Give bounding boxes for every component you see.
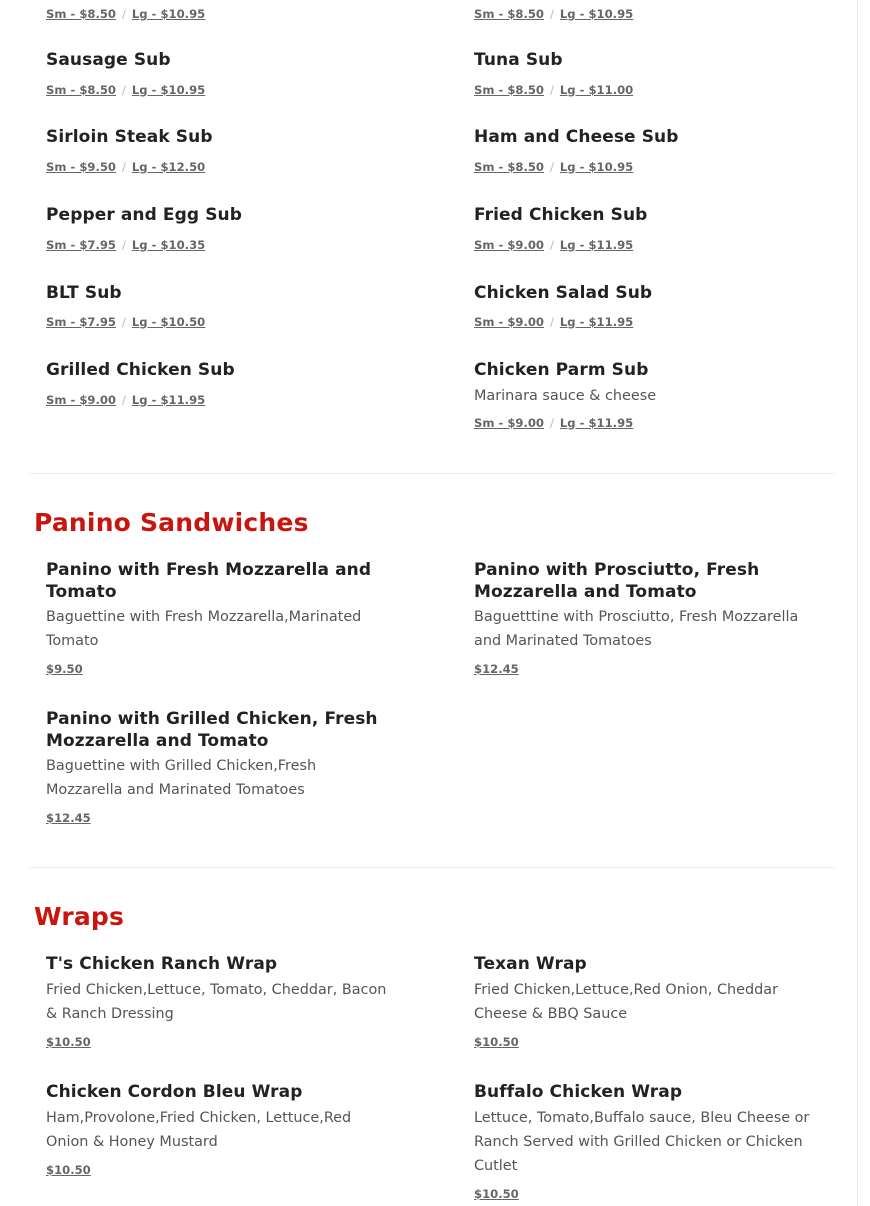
price-small-link[interactable]: Sm - $9.00 — [474, 415, 544, 430]
price-link[interactable]: $12.45 — [474, 662, 519, 676]
item-name: Chicken Cordon Bleu Wrap — [46, 1082, 303, 1102]
item-description: Baguettine with Grilled Chicken,Fresh Mozzarella and Marinated Tomatoes — [46, 758, 317, 798]
menu-item-sirloin-steak-sub[interactable] — [46, 127, 406, 175]
item-name: Panino with Fresh Mozzarella and Tomato — [46, 560, 372, 602]
price-small-link[interactable]: Sm - $8.50 — [46, 82, 116, 97]
item-name: Texan Wrap — [474, 954, 587, 974]
price-link[interactable]: $9.50 — [46, 662, 83, 676]
section-title-wraps: Wraps — [34, 902, 125, 931]
item-prices — [474, 314, 834, 330]
price-large-link[interactable]: Lg - $10.50 — [131, 314, 206, 329]
price-large-link[interactable]: Lg - $11.95 — [559, 415, 634, 430]
price-separator: / — [122, 7, 126, 21]
section-divider — [30, 473, 835, 474]
section-divider — [30, 867, 835, 868]
price-separator: / — [550, 415, 554, 430]
menu-item-ts-chicken-ranch-wrap[interactable] — [46, 954, 398, 1050]
menu-item-tuna-sub[interactable] — [474, 50, 834, 98]
item-name: Chicken Parm Sub — [474, 360, 649, 380]
item-name: Tuna Sub — [474, 50, 563, 70]
item-name: Sausage Sub — [46, 50, 171, 70]
item-name: Panino with Prosciutto, Fresh Mozzarella and Tomato — [474, 560, 760, 602]
section-title-panino: Panino Sandwiches — [34, 508, 309, 537]
price-link[interactable]: $10.50 — [474, 1034, 519, 1049]
item-prices — [474, 237, 834, 253]
item-prices — [46, 159, 406, 175]
price-large-link[interactable]: Lg - $10.95 — [559, 159, 634, 174]
item-prices — [46, 314, 406, 330]
menu-item-panino-prosciutto[interactable] — [474, 560, 819, 677]
price-separator: / — [550, 7, 554, 21]
price-large-link[interactable]: Lg - $11.00 — [559, 82, 634, 97]
price-large-link[interactable]: Lg - $10.35 — [131, 237, 206, 252]
item-name: Grilled Chicken Sub — [46, 360, 235, 380]
price-small-link[interactable]: Sm - $8.50 — [474, 7, 544, 21]
price-separator: / — [550, 82, 554, 97]
item-prices — [46, 82, 406, 98]
menu-item-fried-chicken-sub[interactable] — [474, 205, 834, 253]
price-small-link[interactable]: Sm - $7.95 — [46, 237, 116, 252]
item-prices — [46, 661, 402, 677]
price-separator: / — [122, 159, 126, 174]
price-large-link[interactable]: Lg - $11.95 — [559, 237, 634, 252]
menu-item-sausage-sub[interactable] — [46, 50, 406, 98]
item-prices — [46, 392, 406, 408]
item-description: Fried Chicken,Lettuce,Red Onion, Cheddar Cheese & BBQ Sauce — [474, 981, 778, 1022]
item-prices — [474, 82, 834, 98]
price-small-link[interactable]: Sm - $7.95 — [46, 314, 116, 329]
item-name: Panino with Grilled Chicken, Fresh Mozzarella and Tomato — [46, 709, 378, 751]
item-name: BLT Sub — [46, 283, 122, 303]
item-description: Lettuce, Tomato,Buffalo sauce, Bleu Cheese or Ranch Served with Grilled Chicken or Chicken Cutlet — [474, 1109, 810, 1174]
item-description: Ham,Provolone,Fried Chicken, Lettuce,Red Onion & Honey Mustard — [46, 1109, 352, 1150]
item-name: Pepper and Egg Sub — [46, 205, 243, 225]
item-name: Chicken Salad Sub — [474, 283, 653, 303]
price-small-link[interactable]: Sm - $8.50 — [474, 82, 544, 97]
item-prices — [474, 661, 819, 677]
item-name: Buffalo Chicken Wrap — [474, 1082, 683, 1102]
price-link[interactable]: $10.50 — [46, 1162, 91, 1177]
price-separator: / — [550, 314, 554, 329]
price-link[interactable]: $10.50 — [46, 1034, 91, 1049]
price-large-link[interactable]: Lg - $10.95 — [559, 7, 634, 21]
price-separator: / — [122, 392, 126, 407]
price-small-link[interactable]: Sm - $8.50 — [474, 159, 544, 174]
menu-item-texan-wrap[interactable] — [474, 954, 809, 1050]
menu-item-ham-and-cheese-sub[interactable] — [474, 127, 834, 175]
menu-item-chicken-cordon-bleu-wrap[interactable] — [46, 1082, 376, 1178]
menu-item-panino-mozzarella-tomato[interactable] — [46, 560, 402, 677]
price-large-link[interactable]: Lg - $11.95 — [559, 314, 634, 329]
price-small-link[interactable]: Sm - $9.00 — [474, 314, 544, 329]
item-description: Baguettine with Fresh Mozzarella,Marinated Tomato — [46, 609, 362, 649]
menu-item-chicken-parm-sub[interactable] — [474, 360, 834, 431]
item-name: T's Chicken Ranch Wrap — [46, 954, 278, 974]
item-description: Marinara sauce & cheese — [474, 387, 657, 404]
menu-item-blt-sub[interactable] — [46, 283, 406, 330]
price-link[interactable]: $12.45 — [46, 811, 91, 825]
menu-item-buffalo-chicken-wrap[interactable] — [474, 1082, 824, 1202]
menu-item-chicken-salad-sub[interactable] — [474, 283, 834, 330]
menu-item-panino-grilled-chicken[interactable] — [46, 709, 396, 826]
price-large-link[interactable]: Lg - $10.95 — [131, 7, 206, 21]
menu-item-grilled-chicken-sub[interactable] — [46, 360, 406, 408]
item-prices — [46, 237, 406, 253]
menu-item-prices — [46, 6, 406, 22]
price-separator: / — [550, 159, 554, 174]
price-separator: / — [122, 82, 126, 97]
item-prices — [46, 810, 396, 826]
item-prices — [474, 1186, 824, 1202]
item-prices — [474, 1034, 809, 1050]
price-separator: / — [122, 314, 126, 329]
item-name: Ham and Cheese Sub — [474, 127, 679, 147]
item-description: Fried Chicken,Lettuce, Tomato, Cheddar, Bacon & Ranch Dressing — [46, 981, 387, 1022]
price-separator: / — [550, 237, 554, 252]
price-link[interactable]: $10.50 — [474, 1186, 519, 1201]
item-prices — [46, 1162, 376, 1178]
price-large-link[interactable]: Lg - $12.50 — [131, 159, 206, 174]
price-separator: / — [122, 237, 126, 252]
menu-item-pepper-and-egg-sub[interactable] — [46, 205, 406, 253]
price-small-link[interactable]: Sm - $9.50 — [46, 159, 116, 174]
menu-item-prices — [474, 6, 834, 22]
item-prices — [46, 1034, 398, 1050]
price-small-link[interactable]: Sm - $8.50 — [46, 7, 116, 21]
item-prices — [474, 415, 834, 431]
item-name: Fried Chicken Sub — [474, 205, 648, 225]
price-small-link[interactable]: Sm - $9.00 — [474, 237, 544, 252]
price-small-link[interactable]: Sm - $9.00 — [46, 392, 116, 407]
price-large-link[interactable]: Lg - $10.95 — [131, 82, 206, 97]
item-name: Sirloin Steak Sub — [46, 127, 213, 147]
item-description: Baguetttine with Prosciutto, Fresh Mozzarella and Marinated Tomatoes — [474, 609, 799, 649]
price-large-link[interactable]: Lg - $11.95 — [131, 392, 206, 407]
item-prices — [474, 159, 834, 175]
